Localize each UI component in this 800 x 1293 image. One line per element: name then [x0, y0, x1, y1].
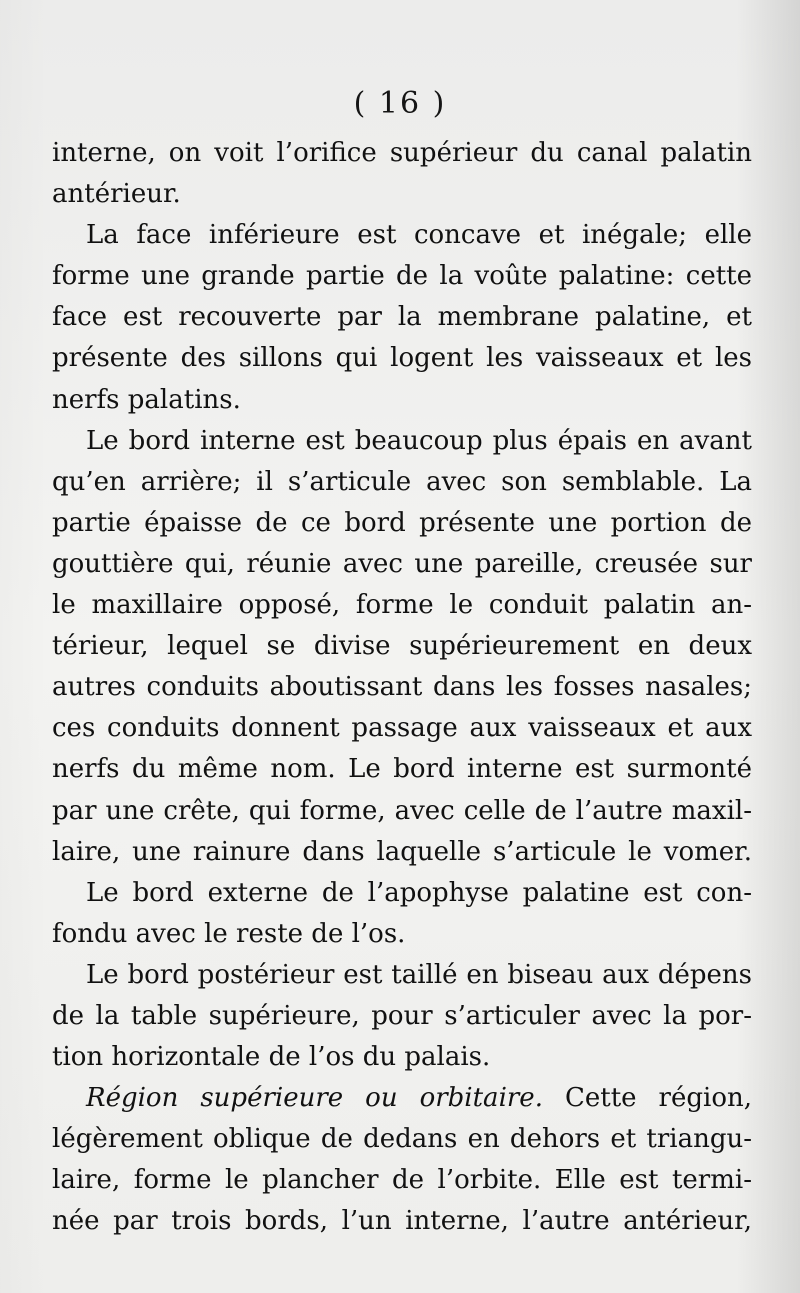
- text-line: interne, on voit l’orifice supérieur du canal palatin: [52, 138, 752, 168]
- text-line: née par trois bords, l’un interne, l’autre antérieur,: [52, 1206, 752, 1237]
- text-line: face est recouverte par la membrane palatine, et: [52, 302, 752, 333]
- page-body-text: [52, 133, 752, 1243]
- text-line-rest: Cette région,: [542, 1083, 752, 1114]
- section-heading: Région supérieure ou orbitaire.: [86, 1083, 543, 1114]
- text-line: fondu avec le reste de l’os.: [52, 918, 406, 949]
- text-line: gouttière qui, réunie avec une pareille, creusée sur: [52, 548, 752, 579]
- page-number: ( 16 ): [353, 86, 447, 121]
- text-line: Le bord externe de l’apophyse palatine est con-: [86, 877, 752, 908]
- text-line: térieur, lequel se divise supérieurement en deux: [52, 631, 752, 662]
- text-line: La face inférieure est concave et inégale; elle: [86, 220, 752, 251]
- text-line: Le bord postérieur est taillé en biseau aux dépens: [86, 959, 752, 990]
- text-line: par une crête, qui forme, avec celle de l’autre maxil-: [52, 795, 752, 826]
- text-line: tion horizontale de l’os du palais.: [52, 1042, 491, 1073]
- text-line: [52, 1078, 752, 1119]
- text-line: qu’en arrière; il s’articule avec son semblable. La: [52, 466, 752, 497]
- text-line: forme une grande partie de la voûte palatine: cette: [52, 261, 752, 292]
- text-line: antérieur.: [52, 179, 181, 210]
- text-line: de la table supérieure, pour s’articuler avec la por-: [52, 1000, 752, 1031]
- text-line: légèrement oblique de dedans en dehors et triangu-: [52, 1124, 752, 1155]
- text-line: ces conduits donnent passage aux vaisseaux et aux: [52, 713, 752, 744]
- text-line: laire, forme le plancher de l’orbite. Elle est termi-: [52, 1165, 752, 1196]
- text-line: le maxillaire opposé, forme le conduit palatin an-: [52, 590, 752, 621]
- text-line: partie épaisse de ce bord présente une portion de: [52, 507, 752, 538]
- text-line: présente des sillons qui logent les vaisseaux et les: [52, 343, 752, 374]
- text-line: Le bord interne est beaucoup plus épais en avant: [86, 425, 752, 456]
- text-line: nerfs palatins.: [52, 384, 241, 415]
- text-line: autres conduits aboutissant dans les fosses nasales;: [52, 672, 752, 703]
- text-line: nerfs du même nom. Le bord interne est surmonté: [52, 754, 752, 785]
- text-line: laire, une rainure dans laquelle s’articule le vomer.: [52, 836, 752, 867]
